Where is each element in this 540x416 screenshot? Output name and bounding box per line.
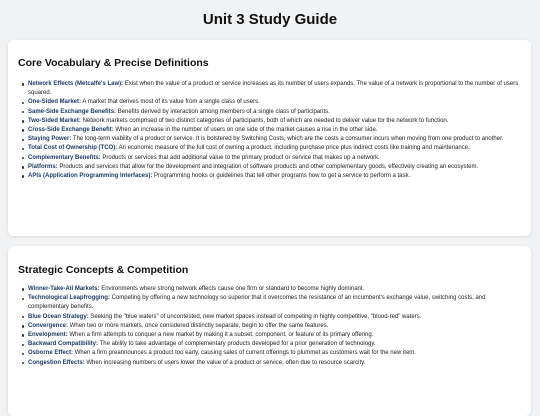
term: Staying Power: — [28, 136, 72, 143]
list-item — [18, 349, 521, 358]
list-item — [18, 108, 521, 117]
list-item — [18, 80, 521, 98]
definition: A market that derives most of its value from a single class of users. — [82, 99, 260, 106]
term: Technological Leapfrogging: — [28, 295, 110, 302]
list-item — [18, 285, 521, 294]
definition: Products and services that allow for the development and integration of software products and other complementary goods, effectively creating an ecosystem. — [59, 163, 479, 170]
section-heading: Strategic Concepts & Competition — [18, 264, 189, 276]
definition: Environments where strong network effects cause one firm or standard to become highly dominant. — [101, 286, 365, 292]
definition: When increasing numbers of users lower the value of a product or service, often due to resource scarcity. — [86, 359, 366, 366]
list-item — [18, 117, 521, 126]
term: Total Cost of Ownership (TCO): — [28, 145, 118, 152]
list-item — [18, 98, 521, 107]
definition: Network markets comprised of two distinct categories of participants, both of which are needed to deliver value for the network to function. — [82, 117, 449, 124]
term: Platforms: — [28, 163, 58, 170]
term: One-Sided Market: — [28, 99, 82, 106]
term: Congestion Effects: — [28, 359, 85, 366]
term: Network Effects (Metcalfe's Law): — [28, 81, 124, 87]
definition: When two or more markets, once considered distinctly separate, begin to offer the same features. — [69, 322, 329, 329]
list-item — [18, 322, 521, 331]
term: Backward Compatibility: — [28, 341, 99, 348]
strategy-card — [8, 246, 531, 416]
definition: Competing by offering a new technology so superior that it overcomes the resistance of an incumbent's exchange value, switching costs, and complementary benefits. — [28, 295, 486, 311]
term: Envelopment: — [28, 332, 68, 339]
list-item — [18, 144, 521, 153]
term: Osborne Effect: — [28, 350, 74, 357]
list-item — [18, 331, 521, 340]
list-item — [18, 154, 521, 163]
list-item — [18, 172, 521, 181]
term: Winner-Take-All Markets: — [28, 286, 100, 292]
term: Same-Side Exchange Benefits: — [28, 108, 117, 115]
definition: Products or services that add additional value to the primary product or service that makes up a network. — [102, 154, 380, 161]
definition: An economic measure of the full cost of owning a product, including purchase price plus indirect costs like training and maintenance. — [118, 145, 470, 152]
list-item — [18, 126, 521, 135]
definition: Seeking the "blue waters" of uncontested, new market spaces instead of competing in highly competitive, "blood-red" waters. — [90, 313, 422, 320]
term: Complementary Benefits: — [28, 154, 101, 161]
list-item — [18, 135, 521, 144]
list-item — [18, 313, 521, 322]
term: Cross-Side Exchange Benefit: — [28, 127, 114, 134]
definition-list — [18, 80, 521, 181]
list-item — [18, 340, 521, 349]
definition: The long-term viability of a product or service. It is bolstered by Switching Costs, which are the costs a consumer incurs when moving from one product to another. — [72, 136, 504, 143]
term: Two-Sided Market: — [28, 117, 81, 124]
page-title: Unit 3 Study Guide — [202, 11, 338, 28]
concept-list — [18, 285, 521, 368]
vocabulary-card — [8, 40, 531, 236]
definition: Benefits derived by interaction among members of a single class of participants. — [117, 108, 330, 115]
list-item — [18, 163, 521, 172]
list-item — [18, 359, 521, 368]
term: Convergence: — [28, 322, 69, 329]
term: APIs (Application Programming Interfaces): — [28, 173, 153, 180]
definition: When a firm preannounces a product too early, causing sales of current offerings to plummet as customers wait for the new item. — [74, 350, 416, 357]
section-heading: Core Vocabulary & Precise Definitions — [18, 57, 209, 69]
definition: The ability to take advantage of complementary products developed for a prior generation of technology. — [99, 341, 376, 348]
definition: Programming hooks or guidelines that tell other programs how to get a service to perform a task. — [154, 173, 411, 180]
list-item — [18, 294, 521, 312]
definition: When an increase in the number of users on one side of the market causes a rise in the other side. — [115, 127, 378, 134]
term: Blue Ocean Strategy: — [28, 313, 89, 320]
definition: When a firm attempts to conquer a new market by making it a subset, component, or feature of its primary offering. — [69, 332, 374, 339]
definition: Exist when the value of a product or service increases as its number of users expands. The value of a network is proportional to the number of users squared. — [28, 81, 519, 97]
